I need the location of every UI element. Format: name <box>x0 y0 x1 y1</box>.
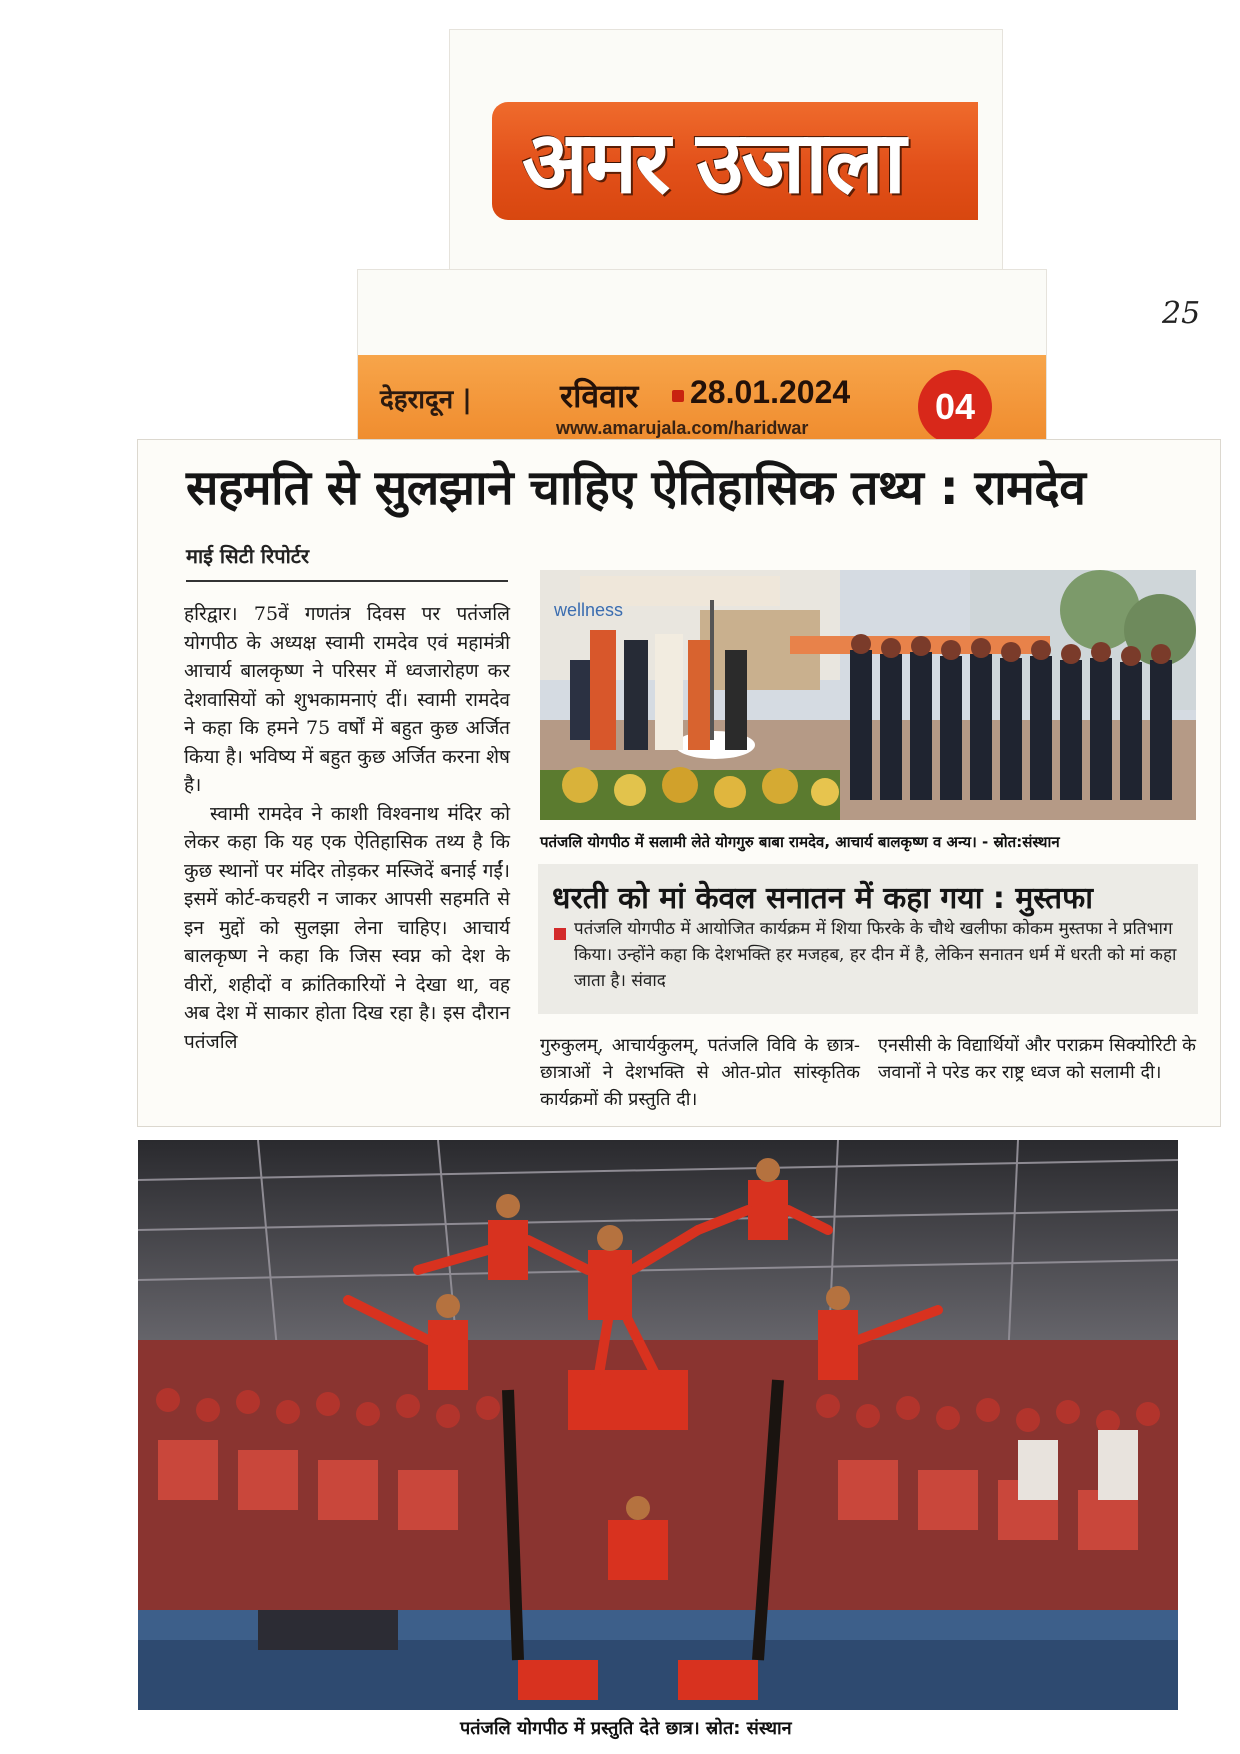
sidebar-body: पतंजलि योगपीठ में आयोजित कार्यक्रम में शिया फिरके के चौथे खलीफा कोकम मुस्तफा ने प्रतिभाग किया। उन्होंने कहा कि देशभक्ति हर मजहब, हर दीन में है, लेकिन सनातन धर्म में धरती को मां कहा जाता है। संवाद <box>574 919 1177 991</box>
paragraph: स्वामी रामदेव ने काशी विश्वनाथ मंदिर को लेकर कहा कि यह एक ऐतिहासिक तथ्य है कि कुछ स्थानों पर मंदिर तोड़कर मस्जिदें बनाई गईं। इसमें कोर्ट-कचहरी न जाकर आपसी सहमति से इन मुद्दों को सुलझा लेना चाहिए। आचार्य बालकृष्ण ने कहा कि जिस स्वप्न को देश के वीरों, शहीदों व क्रांतिकारियों ने देखा था, वह अब देश में साकार होता दिख रहा है। इस दौरान पतंजलि <box>184 802 510 1053</box>
byline-rule <box>186 580 508 582</box>
dateline-clipping <box>358 270 1046 462</box>
masthead-clipping <box>450 30 1002 270</box>
page-number-badge: 04 <box>918 370 992 444</box>
paragraph: हरिद्वार। 75वें गणतंत्र दिवस पर पतंजलि योगपीठ के अध्यक्ष स्वामी रामदेव एवं महामंत्री आचार्य बालकृष्ण ने परिसर में ध्वजारोहण कर देशवासियों को शुभकामनाएं दीं। स्वामी रामदेव ने कहा कि हमने 75 वर्षों में बहुत कुछ अर्जित किया है। भविष्य में बहुत कुछ अर्जित करना शेष है। <box>184 603 510 796</box>
photo-caption-2: पतंजलि योगपीठ में प्रस्तुति देते छात्र। स्रोत: संस्थान <box>460 1718 792 1739</box>
sidebar-headline: धरती को मां केवल सनातन में कहा गया : मुस्तफा <box>552 881 1093 916</box>
separator-dot <box>672 390 684 402</box>
edition-day: रविवार <box>560 377 639 415</box>
sidebar-story <box>538 864 1198 1014</box>
yoga-performance-illustration <box>138 1140 1178 1710</box>
article-headline: सहमति से सुलझाने चाहिए ऐतिहासिक तथ्य : रामदेव <box>186 460 1086 516</box>
article-column-3: एनसीसी के विद्यार्थियों और पराक्रम सिक्योरिटी के जवानों ने परेड कर राष्ट्र ध्वज को सलामी दी। <box>878 1035 1196 1083</box>
article-column-2: गुरुकुलम्, आचार्यकुलम्, पतंजलि विवि के छात्र-छात्राओं ने देशभक्ति से ओत-प्रोत सांस्कृतिक कार्यक्रमों की प्रस्तुति दी। <box>540 1035 860 1110</box>
article-column-1 <box>184 600 510 1056</box>
edition-date: 28.01.2024 <box>690 374 851 410</box>
photo-caption: पतंजलि योगपीठ में सलामी लेते योगगुरु बाबा रामदेव, आचार्य बालकृष्ण व अन्य। - स्रोत:संस्थान <box>540 833 1060 851</box>
flag-hoisting-illustration <box>540 570 1196 820</box>
newspaper-logo: अमर उजाला <box>522 113 905 213</box>
edition-url: www.amarujala.com/haridwar <box>556 418 809 438</box>
handwritten-page-number: 25 <box>1162 296 1201 331</box>
edition-city: देहरादून | <box>380 385 472 415</box>
banner-text: wellness <box>554 600 624 620</box>
flag-hoisting-photo <box>540 570 1196 820</box>
article-byline: माई सिटी रिपोर्टर <box>186 544 310 568</box>
bullet-square-icon <box>554 928 566 940</box>
article-clipping <box>138 440 1220 1126</box>
yoga-performance-photo <box>138 1140 1178 1710</box>
